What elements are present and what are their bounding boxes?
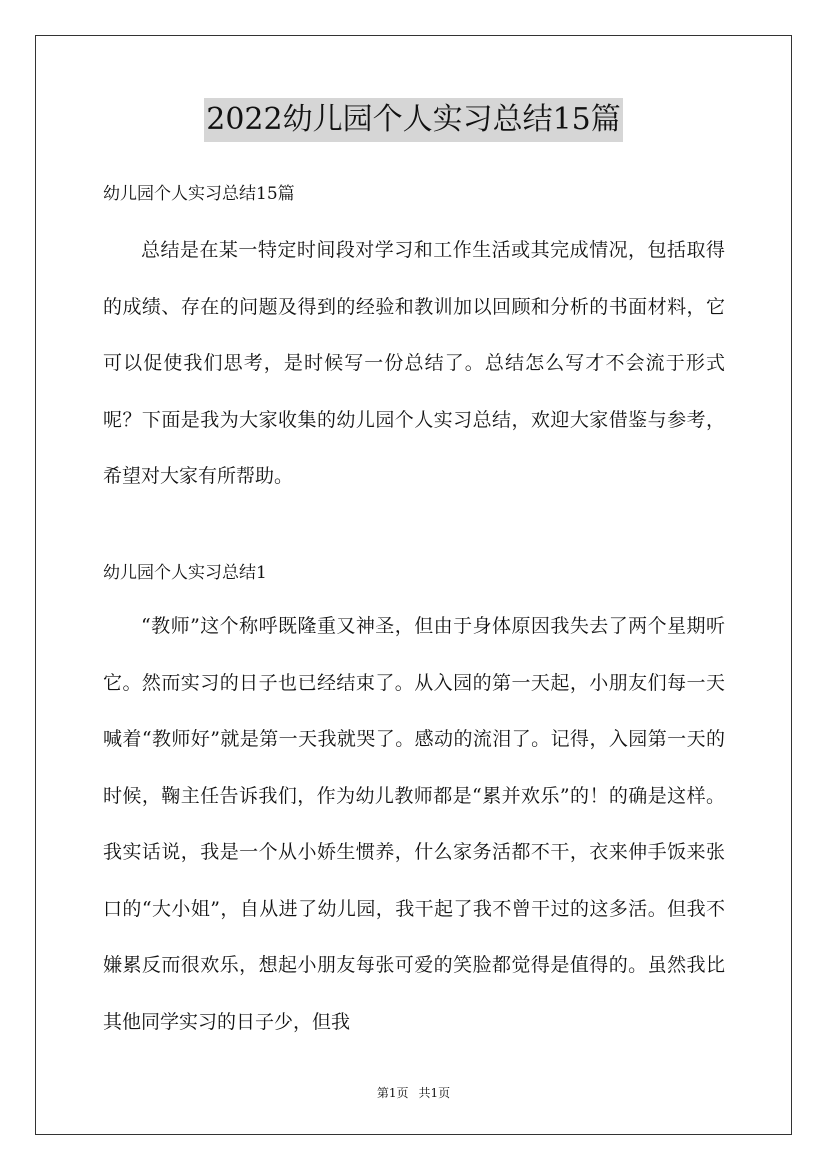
intro-paragraph: 总结是在某一特定时间段对学习和工作生活或其完成情况，包括取得的成绩、存在的问题及得到的经验和教训加以回顾和分析的书面材料，它可以促使我们思考，是时候写一份总结了。总结怎么写才不会流于形式呢？下面是我为大家收集的幼儿园个人实习总结，欢迎大家借鉴与参考，希望对大家有所帮助。	[103, 239, 725, 487]
page-number-current: 第1页	[376, 1086, 409, 1100]
document-title: 2022幼儿园个人实习总结15篇	[204, 98, 623, 142]
page-footer	[0, 1084, 827, 1102]
document-subtitle: 幼儿园个人实习总结15篇	[103, 184, 295, 204]
title-container	[0, 98, 827, 142]
page-number-total: 共1页	[418, 1086, 451, 1100]
section-paragraph: “教师”这个称呼既隆重又神圣，但由于身体原因我失去了两个星期听它。然而实习的日子也已经结束了。从入园的第一天起，小朋友们每一天喊着“教师好”就是第一天我就哭了。感动的流泪了。记得，入园第一天的时候，鞠主任告诉我们，作为幼儿教师都是“累并欢乐”的！的确是这样。我实话说，我是一个从小娇生惯养，什么家务活都不干，衣来伸手饭来张口的“大小姐”，自从进了幼儿园，我干起了我不曾干过的这多活。但我不嫌累反而很欢乐，想起小朋友每张可爱的笑脸都觉得是值得的。虽然我比其他同学实习的日子少，但我	[103, 615, 725, 1033]
section-heading: 幼儿园个人实习总结1	[103, 563, 267, 583]
